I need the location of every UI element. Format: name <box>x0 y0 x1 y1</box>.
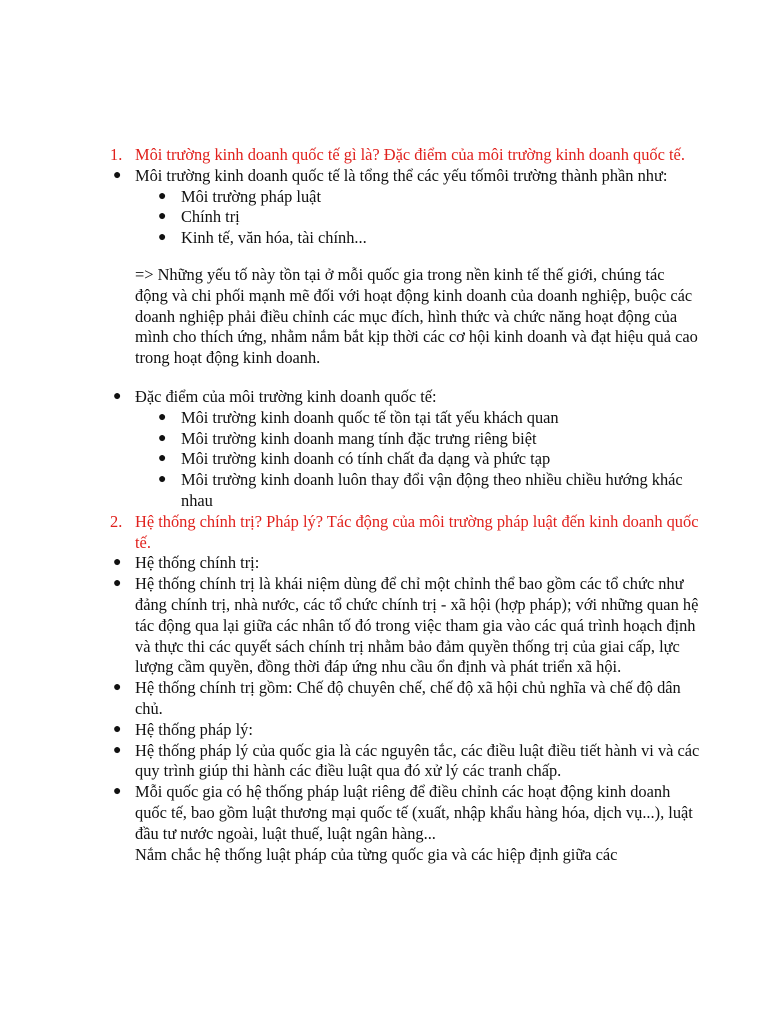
definition-text: Môi trường kinh doanh quốc tế là tổng thể các yếu tốmôi trường thành phần như: <box>135 165 668 185</box>
bullet-icon: ● <box>113 680 122 696</box>
list-item-text: Mỗi quốc gia có hệ thống pháp luật riêng để điều chỉnh các hoạt động kinh doanh quốc tế, bao gồm luật thương mại quốc tế (xuất, nhập khẩu hàng hóa, dịch vụ...), luật đầu tư nước ngoài, luật thuế, luật ngân hàng... <box>135 782 693 843</box>
section-1-number: 1. <box>110 145 123 164</box>
feature-text: Môi trường kinh doanh có tính chất đa dạng và phức tạp <box>181 449 551 469</box>
continuation-paragraph <box>0 845 700 866</box>
continuation-text: Nắm chắc hệ thống luật pháp của từng quốc gia và các hiệp định giữa các <box>135 844 618 864</box>
list-item <box>0 678 700 720</box>
feature-item <box>0 470 700 512</box>
list-item-text: Hệ thống chính trị gồm: Chế độ chuyên chế, chế độ xã hội chủ nghĩa và chế độ dân chủ. <box>135 678 681 718</box>
section-1-heading-text: Môi trường kinh doanh quốc tế gì là? Đặc điểm của môi trường kinh doanh quốc tế. <box>135 145 685 164</box>
factor-text: Chính trị <box>181 207 240 227</box>
bullet-icon: ● <box>158 188 167 204</box>
feature-item <box>0 429 700 450</box>
bullet-icon: ● <box>113 555 122 571</box>
list-item <box>0 782 700 844</box>
list-item-text: Hệ thống chính trị là khái niệm dùng để chỉ một chỉnh thể bao gồm các tổ chức như đảng chính trị, nhà nước, các tổ chức chính trị - xã hội (hợp pháp); với những quan hệ tác động qua lại giữa các nhân tố đó trong việc tham gia vào các quá trình hoạch định và thực thi các quyết sách chính trị nhằm bảo đảm quyền thống trị của giai cấp, lực lượng cầm quyền, đồng thời đáp ứng nhu cầu ổn định và phát triển xã hội. <box>135 574 699 677</box>
factor-item <box>0 187 700 208</box>
bullet-icon: ● <box>158 472 167 488</box>
bullet-icon: ● <box>113 167 122 183</box>
feature-item <box>0 408 700 429</box>
conclusion-paragraph <box>0 265 700 369</box>
factor-item <box>0 228 700 249</box>
factor-text: Môi trường pháp luật <box>181 186 322 206</box>
factor-text: Kinh tế, văn hóa, tài chính... <box>181 228 367 248</box>
list-item <box>0 553 700 574</box>
bullet-icon: ● <box>158 409 167 425</box>
feature-text: Môi trường kinh doanh quốc tế tồn tại tất yếu khách quan <box>181 407 559 427</box>
list-item <box>0 741 700 783</box>
section-2-heading-text: Hệ thống chính trị? Pháp lý? Tác động của môi trường pháp luật đến kinh doanh quốc tế. <box>135 511 699 552</box>
list-item-text: Hệ thống pháp lý: <box>135 719 253 739</box>
section-2-number: 2. <box>110 511 123 531</box>
features-intro-text: Đặc điểm của môi trường kinh doanh quốc tế: <box>135 386 437 406</box>
document-body <box>0 145 700 865</box>
feature-text: Môi trường kinh doanh luôn thay đổi vận động theo nhiều chiều hướng khác nhau <box>181 470 683 510</box>
bullet-icon: ● <box>158 451 167 467</box>
bullet-icon: ● <box>113 388 122 404</box>
bullet-icon: ● <box>158 230 167 246</box>
factor-item <box>0 207 700 228</box>
bullet-icon: ● <box>113 742 122 758</box>
list-item-text: Hệ thống pháp lý của quốc gia là các nguyên tắc, các điều luật điều tiết hành vi và các quy trình giúp thi hành các điều luật qua đó xử lý các tranh chấp. <box>135 740 700 781</box>
bullet-icon: ● <box>113 576 122 592</box>
bullet-icon: ● <box>158 209 167 225</box>
section-1-heading <box>0 145 700 166</box>
list-item-text: Hệ thống chính trị: <box>135 553 260 573</box>
feature-text: Môi trường kinh doanh mang tính đặc trưng riêng biệt <box>181 428 537 448</box>
features-intro <box>0 387 700 408</box>
bullet-icon: ● <box>113 721 122 737</box>
section-2-heading <box>0 512 700 554</box>
bullet-icon: ● <box>113 784 122 800</box>
feature-item <box>0 449 700 470</box>
list-item <box>0 720 700 741</box>
bullet-icon: ● <box>158 430 167 446</box>
conclusion-text: => Những yếu tố này tồn tại ở mỗi quốc gia trong nền kinh tế thế giới, chúng tác động và chi phối mạnh mẽ đối với hoạt động kinh doanh của doanh nghiệp, buộc các doanh nghiệp phải điều chỉnh các mục đích, hình thức và chức năng hoạt động của mình cho thích ứng, nhằm nắm bắt kịp thời các cơ hội kinh doanh và đạt hiệu quả cao trong hoạt động kinh doanh. <box>135 264 698 368</box>
section-1-definition <box>0 166 700 187</box>
list-item <box>0 574 700 678</box>
